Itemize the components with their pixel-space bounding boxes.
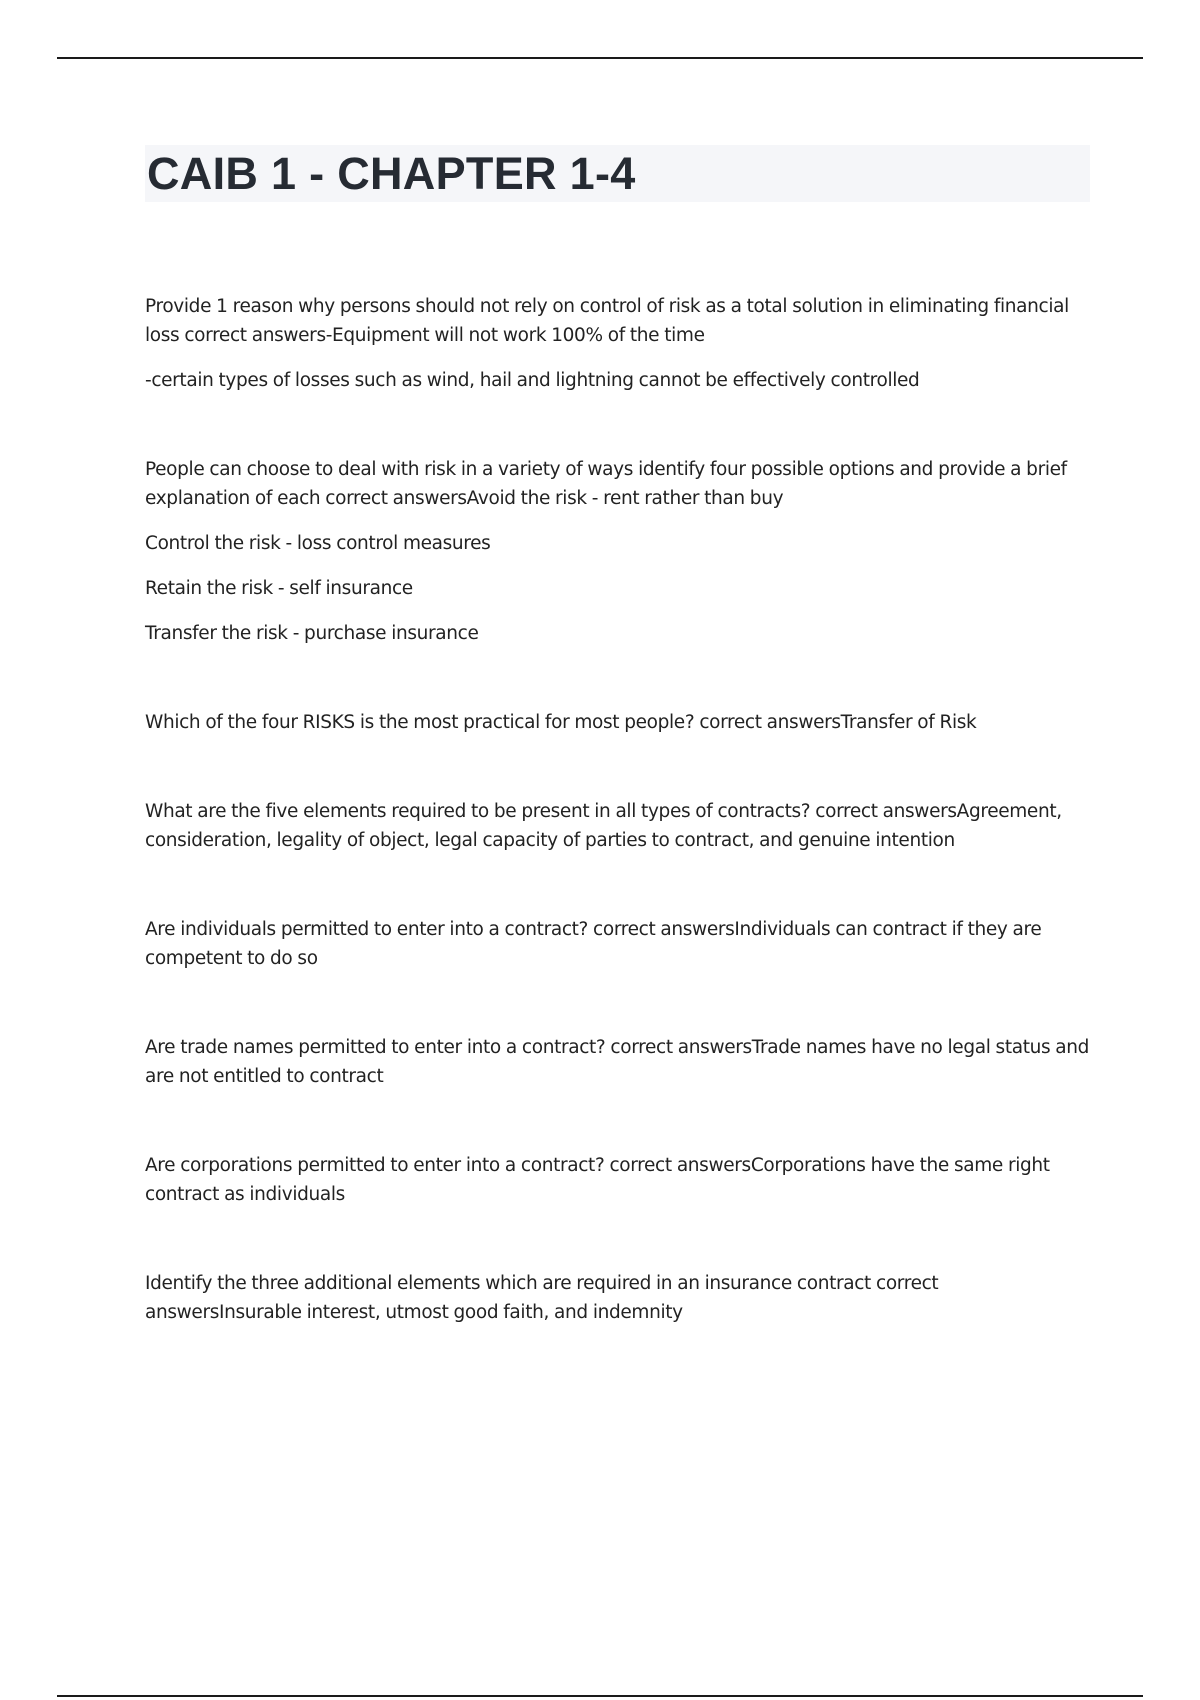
qa-entry xyxy=(145,797,1090,855)
document-title: CAIB 1 - CHAPTER 1-4 xyxy=(147,148,636,199)
answer-text: Retain the risk - self insurance xyxy=(145,578,413,599)
qa-entry xyxy=(145,1033,1090,1091)
question-text: Are corporations permitted to enter into a contract? correct answersCorporations have the same right contract as individuals xyxy=(145,1155,1050,1205)
answer-text: -certain types of losses such as wind, hail and lightning cannot be effectively controlled xyxy=(145,370,920,391)
question-text: Provide 1 reason why persons should not rely on control of risk as a total solution in eliminating financial loss correct answers-Equipment will not work 100% of the time xyxy=(145,296,1069,346)
question-text: Are trade names permitted to enter into a contract? correct answersTrade names have no legal status and are not entitled to contract xyxy=(145,1037,1090,1087)
qa-entry xyxy=(145,1151,1090,1209)
qa-entry xyxy=(145,1269,1090,1327)
qa-entry xyxy=(145,708,1090,737)
question-text: Are individuals permitted to enter into a contract? correct answersIndividuals can contract if they are competent to do so xyxy=(145,919,1042,969)
question-text: Which of the four RISKS is the most practical for most people? correct answersTransfer of Risk xyxy=(145,712,977,733)
top-divider xyxy=(57,57,1143,59)
bottom-divider xyxy=(57,1695,1143,1697)
question-text: Identify the three additional elements which are required in an insurance contract correct answersInsurable interest, utmost good faith, and indemnity xyxy=(145,1273,939,1323)
qa-entry xyxy=(145,292,1090,395)
answer-text: Transfer the risk - purchase insurance xyxy=(145,623,479,644)
qa-entry xyxy=(145,455,1090,648)
document-body xyxy=(145,292,1090,1387)
question-text: What are the five elements required to be present in all types of contracts? correct answersAgreement, consideration, legality of object, legal capacity of parties to contract, and genuine intention xyxy=(145,801,1062,851)
qa-entry xyxy=(145,915,1090,973)
answer-text: Control the risk - loss control measures xyxy=(145,533,491,554)
question-text: People can choose to deal with risk in a variety of ways identify four possible options and provide a brief explanation of each correct answersAvoid the risk - rent rather than buy xyxy=(145,459,1067,509)
